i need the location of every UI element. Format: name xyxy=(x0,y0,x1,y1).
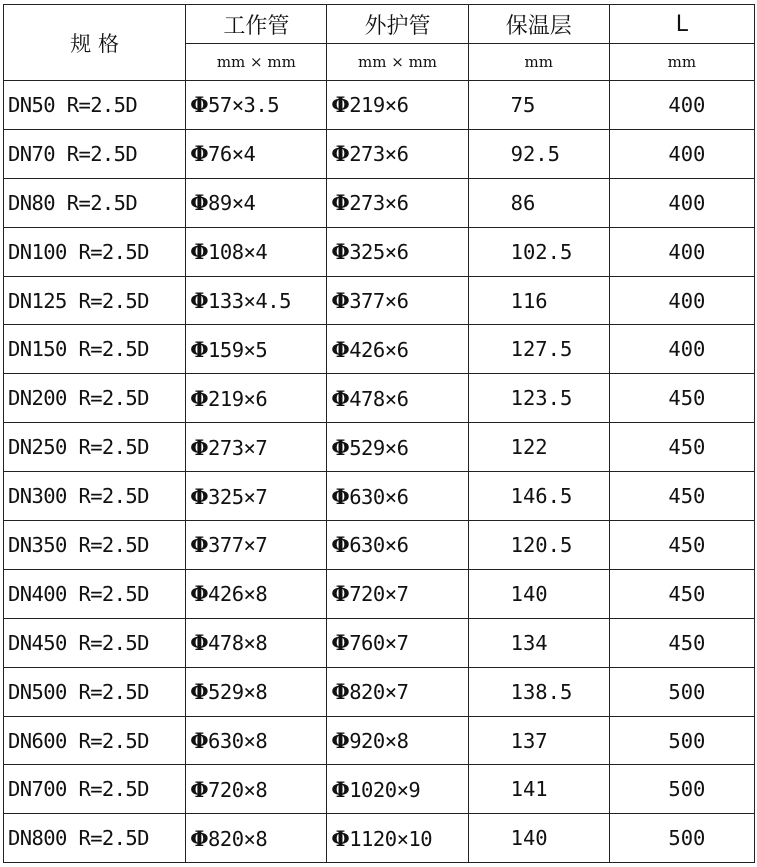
cell-spec: DN100 R=2.5D xyxy=(4,227,186,276)
cell-outer-pipe xyxy=(327,569,468,618)
table-row xyxy=(4,618,755,667)
header-outer-pipe: 外护管 xyxy=(327,5,468,44)
phi-symbol: Φ xyxy=(331,239,350,265)
cell-insulation: 127.5 xyxy=(468,325,609,374)
cell-work-pipe-value: 57×3.5 xyxy=(208,93,280,118)
cell-length: 500 xyxy=(609,667,754,716)
cell-outer-pipe xyxy=(327,374,468,423)
cell-outer-pipe xyxy=(327,129,468,178)
cell-work-pipe-value: 159×5 xyxy=(208,337,268,362)
cell-length: 450 xyxy=(609,521,754,570)
cell-length: 450 xyxy=(609,569,754,618)
cell-work-pipe xyxy=(186,667,327,716)
cell-outer-pipe-value: 920×8 xyxy=(349,729,409,754)
phi-symbol: Φ xyxy=(190,728,209,754)
cell-work-pipe-value: 529×8 xyxy=(208,680,268,705)
cell-outer-pipe xyxy=(327,618,468,667)
phi-symbol: Φ xyxy=(190,679,209,705)
cell-outer-pipe-value: 630×6 xyxy=(349,533,409,558)
cell-length: 400 xyxy=(609,227,754,276)
cell-outer-pipe-value: 273×6 xyxy=(349,191,409,216)
cell-insulation: 116 xyxy=(468,276,609,325)
phi-symbol: Φ xyxy=(331,679,350,705)
table-row xyxy=(4,325,755,374)
cell-outer-pipe xyxy=(327,472,468,521)
cell-outer-pipe-value: 325×6 xyxy=(349,240,409,265)
header-spec: 规 格 xyxy=(4,5,186,81)
cell-insulation: 120.5 xyxy=(468,521,609,570)
table-row xyxy=(4,569,755,618)
table-row xyxy=(4,276,755,325)
cell-work-pipe xyxy=(186,765,327,814)
unit-outer-pipe: mm × mm xyxy=(327,44,468,81)
cell-work-pipe xyxy=(186,276,327,325)
table-row xyxy=(4,765,755,814)
cell-insulation: 137 xyxy=(468,716,609,765)
cell-outer-pipe-value: 529×6 xyxy=(349,435,409,460)
cell-work-pipe xyxy=(186,716,327,765)
phi-symbol: Φ xyxy=(190,434,209,460)
phi-symbol: Φ xyxy=(331,483,350,509)
cell-outer-pipe-value: 219×6 xyxy=(349,93,409,118)
cell-outer-pipe xyxy=(327,521,468,570)
table-row xyxy=(4,814,755,863)
cell-length: 400 xyxy=(609,325,754,374)
cell-outer-pipe-value: 1020×9 xyxy=(349,777,421,802)
cell-work-pipe-value: 108×4 xyxy=(208,240,268,265)
cell-length: 400 xyxy=(609,178,754,227)
cell-insulation: 141 xyxy=(468,765,609,814)
phi-symbol: Φ xyxy=(331,288,350,313)
cell-length: 450 xyxy=(609,472,754,521)
cell-spec: DN300 R=2.5D xyxy=(4,472,186,521)
cell-outer-pipe-value: 1120×10 xyxy=(349,826,433,851)
cell-outer-pipe-value: 820×7 xyxy=(349,680,409,705)
phi-symbol: Φ xyxy=(190,141,209,167)
cell-work-pipe xyxy=(186,81,327,130)
phi-symbol: Φ xyxy=(190,776,209,802)
phi-symbol: Φ xyxy=(331,581,350,607)
cell-work-pipe xyxy=(186,423,327,472)
cell-work-pipe-value: 377×7 xyxy=(208,533,268,558)
cell-insulation: 146.5 xyxy=(468,472,609,521)
table-row xyxy=(4,374,755,423)
cell-outer-pipe-value: 377×6 xyxy=(349,289,409,313)
cell-work-pipe-value: 426×8 xyxy=(208,582,268,607)
cell-work-pipe xyxy=(186,472,327,521)
cell-outer-pipe xyxy=(327,178,468,227)
cell-insulation: 122 xyxy=(468,423,609,472)
cell-insulation: 92.5 xyxy=(468,129,609,178)
phi-symbol: Φ xyxy=(331,92,350,118)
cell-spec: DN500 R=2.5D xyxy=(4,667,186,716)
header-row xyxy=(4,5,755,44)
cell-work-pipe-value: 720×8 xyxy=(208,777,268,802)
cell-length: 400 xyxy=(609,81,754,130)
cell-work-pipe xyxy=(186,178,327,227)
cell-work-pipe-value: 219×6 xyxy=(208,386,268,411)
cell-outer-pipe xyxy=(327,227,468,276)
cell-insulation: 134 xyxy=(468,618,609,667)
phi-symbol: Φ xyxy=(331,776,350,802)
phi-symbol: Φ xyxy=(331,728,350,754)
unit-length: mm xyxy=(609,44,754,81)
phi-symbol: Φ xyxy=(331,532,350,558)
cell-length: 450 xyxy=(609,618,754,667)
cell-outer-pipe-value: 478×6 xyxy=(349,386,409,411)
unit-work-pipe: mm × mm xyxy=(186,44,327,81)
table-row xyxy=(4,81,755,130)
cell-insulation: 75 xyxy=(468,81,609,130)
cell-outer-pipe-value: 630×6 xyxy=(349,484,409,509)
cell-outer-pipe-value: 720×7 xyxy=(349,582,409,607)
cell-work-pipe-value: 273×7 xyxy=(208,435,268,460)
phi-symbol: Φ xyxy=(190,630,209,656)
cell-work-pipe-value: 325×7 xyxy=(208,484,268,509)
table-row xyxy=(4,178,755,227)
cell-work-pipe xyxy=(186,227,327,276)
cell-outer-pipe xyxy=(327,423,468,472)
phi-symbol: Φ xyxy=(331,434,350,460)
unit-insulation: mm xyxy=(468,44,609,81)
cell-outer-pipe xyxy=(327,765,468,814)
phi-symbol: Φ xyxy=(190,385,209,411)
cell-work-pipe-value: 133×4.5 xyxy=(208,289,291,313)
table-row xyxy=(4,716,755,765)
cell-outer-pipe xyxy=(327,276,468,325)
cell-work-pipe xyxy=(186,325,327,374)
cell-work-pipe xyxy=(186,521,327,570)
cell-spec: DN800 R=2.5D xyxy=(4,814,186,863)
header-work-pipe: 工作管 xyxy=(186,5,327,44)
cell-work-pipe xyxy=(186,618,327,667)
table-row xyxy=(4,423,755,472)
phi-symbol: Φ xyxy=(190,190,209,216)
header-insulation: 保温层 xyxy=(468,5,609,44)
phi-symbol: Φ xyxy=(190,336,209,362)
phi-symbol: Φ xyxy=(190,483,209,509)
cell-length: 450 xyxy=(609,423,754,472)
cell-outer-pipe xyxy=(327,325,468,374)
cell-spec: DN350 R=2.5D xyxy=(4,521,186,570)
cell-outer-pipe xyxy=(327,716,468,765)
cell-outer-pipe xyxy=(327,81,468,130)
cell-work-pipe xyxy=(186,569,327,618)
phi-symbol: Φ xyxy=(190,581,209,607)
phi-symbol: Φ xyxy=(331,385,350,411)
phi-symbol: Φ xyxy=(331,190,350,216)
cell-insulation: 140 xyxy=(468,569,609,618)
cell-spec: DN600 R=2.5D xyxy=(4,716,186,765)
pipe-spec-table xyxy=(3,4,755,863)
phi-symbol: Φ xyxy=(190,825,209,851)
cell-length: 500 xyxy=(609,716,754,765)
phi-symbol: Φ xyxy=(331,336,350,362)
cell-length: 400 xyxy=(609,276,754,325)
phi-symbol: Φ xyxy=(190,92,209,118)
table-body xyxy=(4,81,755,863)
phi-symbol: Φ xyxy=(190,532,209,558)
table-row xyxy=(4,227,755,276)
cell-length: 500 xyxy=(609,814,754,863)
phi-symbol: Φ xyxy=(331,141,350,167)
cell-outer-pipe-value: 273×6 xyxy=(349,142,409,167)
cell-spec: DN70 R=2.5D xyxy=(4,129,186,178)
cell-spec: DN700 R=2.5D xyxy=(4,765,186,814)
cell-length: 400 xyxy=(609,129,754,178)
phi-symbol: Φ xyxy=(331,825,350,851)
header-length: L xyxy=(609,5,754,44)
cell-work-pipe xyxy=(186,814,327,863)
cell-spec: DN125 R=2.5D xyxy=(4,276,186,325)
phi-symbol: Φ xyxy=(190,288,209,313)
cell-spec: DN150 R=2.5D xyxy=(4,325,186,374)
cell-work-pipe-value: 76×4 xyxy=(208,142,256,167)
cell-insulation: 86 xyxy=(468,178,609,227)
cell-work-pipe xyxy=(186,129,327,178)
cell-length: 500 xyxy=(609,765,754,814)
cell-spec: DN400 R=2.5D xyxy=(4,569,186,618)
cell-spec: DN80 R=2.5D xyxy=(4,178,186,227)
table-row xyxy=(4,521,755,570)
cell-outer-pipe xyxy=(327,667,468,716)
table-row xyxy=(4,129,755,178)
cell-outer-pipe xyxy=(327,814,468,863)
cell-work-pipe-value: 478×8 xyxy=(208,631,268,656)
cell-insulation: 123.5 xyxy=(468,374,609,423)
cell-insulation: 138.5 xyxy=(468,667,609,716)
cell-length: 450 xyxy=(609,374,754,423)
cell-outer-pipe-value: 760×7 xyxy=(349,631,409,656)
phi-symbol: Φ xyxy=(190,239,209,265)
cell-spec: DN250 R=2.5D xyxy=(4,423,186,472)
cell-spec: DN450 R=2.5D xyxy=(4,618,186,667)
cell-spec: DN200 R=2.5D xyxy=(4,374,186,423)
phi-symbol: Φ xyxy=(331,630,350,656)
table-row xyxy=(4,667,755,716)
cell-outer-pipe-value: 426×6 xyxy=(349,337,409,362)
cell-work-pipe-value: 820×8 xyxy=(208,826,268,851)
cell-insulation: 140 xyxy=(468,814,609,863)
cell-insulation: 102.5 xyxy=(468,227,609,276)
table-row xyxy=(4,472,755,521)
cell-work-pipe xyxy=(186,374,327,423)
cell-spec: DN50 R=2.5D xyxy=(4,81,186,130)
cell-work-pipe-value: 630×8 xyxy=(208,729,268,754)
cell-work-pipe-value: 89×4 xyxy=(208,191,256,216)
